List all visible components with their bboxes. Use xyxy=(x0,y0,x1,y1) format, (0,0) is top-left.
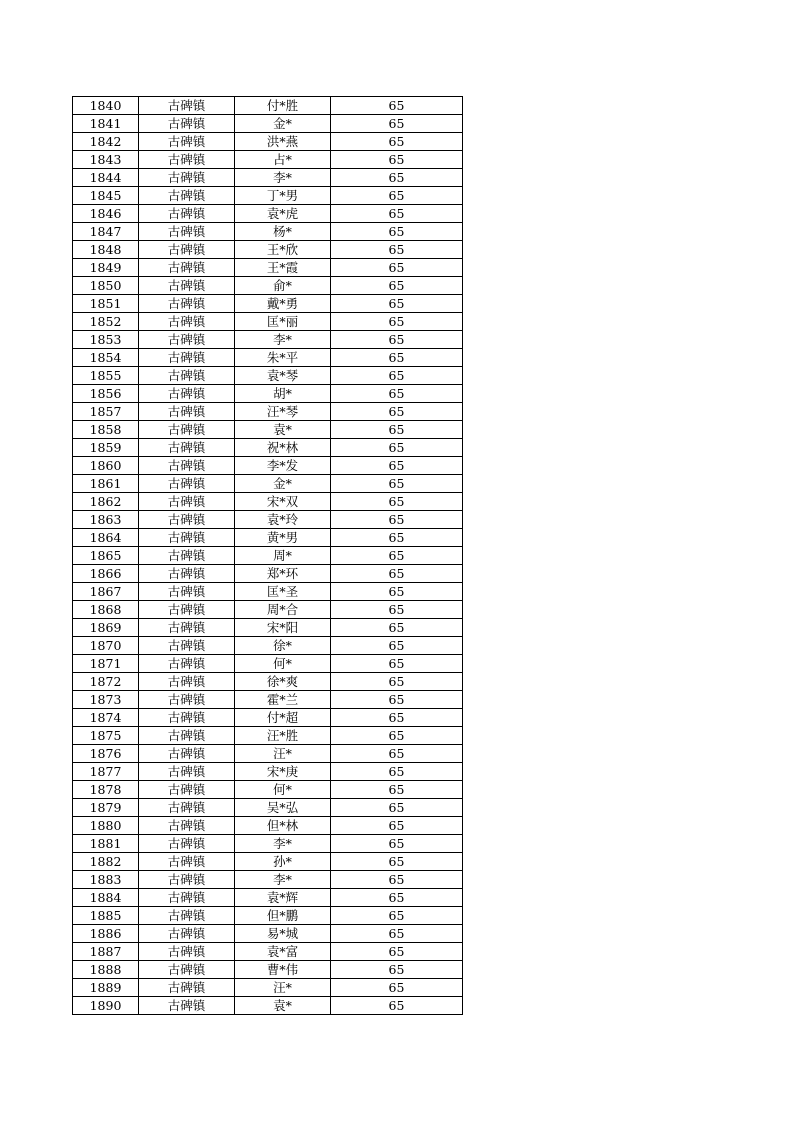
table-body xyxy=(73,97,463,1015)
row-number-cell: 1845 xyxy=(73,187,139,205)
row-number-cell: 1867 xyxy=(73,583,139,601)
town-cell: 古碑镇 xyxy=(139,511,235,529)
row-number-cell: 1868 xyxy=(73,601,139,619)
town-cell: 古碑镇 xyxy=(139,745,235,763)
town-cell: 古碑镇 xyxy=(139,709,235,727)
town-cell: 古碑镇 xyxy=(139,547,235,565)
row-number-cell: 1883 xyxy=(73,871,139,889)
row-number-cell: 1887 xyxy=(73,943,139,961)
town-cell: 古碑镇 xyxy=(139,601,235,619)
amount-cell: 65 xyxy=(331,241,463,259)
town-cell: 古碑镇 xyxy=(139,349,235,367)
amount-cell: 65 xyxy=(331,925,463,943)
table-row xyxy=(73,547,463,565)
town-cell: 古碑镇 xyxy=(139,979,235,997)
amount-cell: 65 xyxy=(331,439,463,457)
town-cell: 古碑镇 xyxy=(139,691,235,709)
amount-cell: 65 xyxy=(331,493,463,511)
table-row xyxy=(73,169,463,187)
table-row xyxy=(73,205,463,223)
town-cell: 古碑镇 xyxy=(139,295,235,313)
row-number-cell: 1886 xyxy=(73,925,139,943)
row-number-cell: 1841 xyxy=(73,115,139,133)
name-cell: 周*合 xyxy=(235,601,331,619)
row-number-cell: 1842 xyxy=(73,133,139,151)
row-number-cell: 1870 xyxy=(73,637,139,655)
table-row xyxy=(73,979,463,997)
name-cell: 李*发 xyxy=(235,457,331,475)
amount-cell: 65 xyxy=(331,205,463,223)
town-cell: 古碑镇 xyxy=(139,997,235,1015)
table-row xyxy=(73,925,463,943)
town-cell: 古碑镇 xyxy=(139,331,235,349)
town-cell: 古碑镇 xyxy=(139,943,235,961)
table-row xyxy=(73,277,463,295)
town-cell: 古碑镇 xyxy=(139,277,235,295)
row-number-cell: 1853 xyxy=(73,331,139,349)
row-number-cell: 1866 xyxy=(73,565,139,583)
table-row xyxy=(73,457,463,475)
row-number-cell: 1848 xyxy=(73,241,139,259)
table-row xyxy=(73,709,463,727)
town-cell: 古碑镇 xyxy=(139,799,235,817)
row-number-cell: 1875 xyxy=(73,727,139,745)
table-row xyxy=(73,997,463,1015)
name-cell: 占* xyxy=(235,151,331,169)
town-cell: 古碑镇 xyxy=(139,907,235,925)
table-row xyxy=(73,565,463,583)
name-cell: 孙* xyxy=(235,853,331,871)
row-number-cell: 1882 xyxy=(73,853,139,871)
row-number-cell: 1840 xyxy=(73,97,139,115)
amount-cell: 65 xyxy=(331,511,463,529)
row-number-cell: 1876 xyxy=(73,745,139,763)
row-number-cell: 1881 xyxy=(73,835,139,853)
name-cell: 朱*平 xyxy=(235,349,331,367)
table-row xyxy=(73,313,463,331)
name-cell: 付*超 xyxy=(235,709,331,727)
town-cell: 古碑镇 xyxy=(139,259,235,277)
name-cell: 袁* xyxy=(235,997,331,1015)
table-row xyxy=(73,673,463,691)
amount-cell: 65 xyxy=(331,817,463,835)
amount-cell: 65 xyxy=(331,853,463,871)
table-row xyxy=(73,745,463,763)
name-cell: 黄*男 xyxy=(235,529,331,547)
amount-cell: 65 xyxy=(331,187,463,205)
amount-cell: 65 xyxy=(331,403,463,421)
row-number-cell: 1873 xyxy=(73,691,139,709)
amount-cell: 65 xyxy=(331,313,463,331)
table-row xyxy=(73,781,463,799)
table-row xyxy=(73,439,463,457)
name-cell: 易*城 xyxy=(235,925,331,943)
table-row xyxy=(73,367,463,385)
table-row xyxy=(73,889,463,907)
amount-cell: 65 xyxy=(331,367,463,385)
row-number-cell: 1855 xyxy=(73,367,139,385)
name-cell: 何* xyxy=(235,655,331,673)
amount-cell: 65 xyxy=(331,907,463,925)
town-cell: 古碑镇 xyxy=(139,421,235,439)
table-row xyxy=(73,493,463,511)
name-cell: 但*林 xyxy=(235,817,331,835)
table-row xyxy=(73,241,463,259)
name-cell: 袁* xyxy=(235,421,331,439)
name-cell: 丁*男 xyxy=(235,187,331,205)
amount-cell: 65 xyxy=(331,619,463,637)
town-cell: 古碑镇 xyxy=(139,583,235,601)
table-row xyxy=(73,511,463,529)
name-cell: 胡* xyxy=(235,385,331,403)
name-cell: 李* xyxy=(235,169,331,187)
town-cell: 古碑镇 xyxy=(139,619,235,637)
town-cell: 古碑镇 xyxy=(139,439,235,457)
row-number-cell: 1880 xyxy=(73,817,139,835)
row-number-cell: 1846 xyxy=(73,205,139,223)
name-cell: 郑*环 xyxy=(235,565,331,583)
name-cell: 宋*阳 xyxy=(235,619,331,637)
row-number-cell: 1863 xyxy=(73,511,139,529)
amount-cell: 65 xyxy=(331,223,463,241)
name-cell: 宋*双 xyxy=(235,493,331,511)
town-cell: 古碑镇 xyxy=(139,133,235,151)
name-cell: 周* xyxy=(235,547,331,565)
amount-cell: 65 xyxy=(331,277,463,295)
row-number-cell: 1874 xyxy=(73,709,139,727)
row-number-cell: 1869 xyxy=(73,619,139,637)
amount-cell: 65 xyxy=(331,727,463,745)
table-row xyxy=(73,331,463,349)
row-number-cell: 1884 xyxy=(73,889,139,907)
amount-cell: 65 xyxy=(331,151,463,169)
amount-cell: 65 xyxy=(331,655,463,673)
amount-cell: 65 xyxy=(331,259,463,277)
amount-cell: 65 xyxy=(331,583,463,601)
table-row xyxy=(73,619,463,637)
table-row xyxy=(73,115,463,133)
table-row xyxy=(73,961,463,979)
amount-cell: 65 xyxy=(331,763,463,781)
amount-cell: 65 xyxy=(331,97,463,115)
town-cell: 古碑镇 xyxy=(139,151,235,169)
table-row xyxy=(73,385,463,403)
amount-cell: 65 xyxy=(331,799,463,817)
table-row xyxy=(73,97,463,115)
table-row xyxy=(73,583,463,601)
row-number-cell: 1854 xyxy=(73,349,139,367)
table-row xyxy=(73,187,463,205)
table-row xyxy=(73,691,463,709)
table-row xyxy=(73,853,463,871)
amount-cell: 65 xyxy=(331,709,463,727)
table-row xyxy=(73,817,463,835)
amount-cell: 65 xyxy=(331,961,463,979)
amount-cell: 65 xyxy=(331,565,463,583)
table-row xyxy=(73,943,463,961)
table-row xyxy=(73,655,463,673)
amount-cell: 65 xyxy=(331,529,463,547)
amount-cell: 65 xyxy=(331,547,463,565)
town-cell: 古碑镇 xyxy=(139,97,235,115)
town-cell: 古碑镇 xyxy=(139,223,235,241)
town-cell: 古碑镇 xyxy=(139,367,235,385)
name-cell: 李* xyxy=(235,331,331,349)
town-cell: 古碑镇 xyxy=(139,925,235,943)
row-number-cell: 1857 xyxy=(73,403,139,421)
row-number-cell: 1843 xyxy=(73,151,139,169)
name-cell: 俞* xyxy=(235,277,331,295)
name-cell: 汪*琴 xyxy=(235,403,331,421)
name-cell: 袁*虎 xyxy=(235,205,331,223)
amount-cell: 65 xyxy=(331,331,463,349)
row-number-cell: 1861 xyxy=(73,475,139,493)
town-cell: 古碑镇 xyxy=(139,313,235,331)
name-cell: 徐* xyxy=(235,637,331,655)
amount-cell: 65 xyxy=(331,475,463,493)
amount-cell: 65 xyxy=(331,421,463,439)
row-number-cell: 1862 xyxy=(73,493,139,511)
data-table xyxy=(72,96,463,1015)
amount-cell: 65 xyxy=(331,133,463,151)
row-number-cell: 1888 xyxy=(73,961,139,979)
row-number-cell: 1859 xyxy=(73,439,139,457)
name-cell: 袁*琴 xyxy=(235,367,331,385)
row-number-cell: 1889 xyxy=(73,979,139,997)
town-cell: 古碑镇 xyxy=(139,457,235,475)
town-cell: 古碑镇 xyxy=(139,385,235,403)
name-cell: 曹*伟 xyxy=(235,961,331,979)
town-cell: 古碑镇 xyxy=(139,727,235,745)
town-cell: 古碑镇 xyxy=(139,115,235,133)
table-row xyxy=(73,727,463,745)
row-number-cell: 1851 xyxy=(73,295,139,313)
row-number-cell: 1860 xyxy=(73,457,139,475)
town-cell: 古碑镇 xyxy=(139,403,235,421)
row-number-cell: 1885 xyxy=(73,907,139,925)
amount-cell: 65 xyxy=(331,889,463,907)
row-number-cell: 1858 xyxy=(73,421,139,439)
name-cell: 何* xyxy=(235,781,331,799)
amount-cell: 65 xyxy=(331,979,463,997)
row-number-cell: 1864 xyxy=(73,529,139,547)
town-cell: 古碑镇 xyxy=(139,835,235,853)
name-cell: 袁*富 xyxy=(235,943,331,961)
name-cell: 宋*庚 xyxy=(235,763,331,781)
table-row xyxy=(73,871,463,889)
table-row xyxy=(73,799,463,817)
name-cell: 洪*燕 xyxy=(235,133,331,151)
amount-cell: 65 xyxy=(331,835,463,853)
table-row xyxy=(73,133,463,151)
row-number-cell: 1852 xyxy=(73,313,139,331)
amount-cell: 65 xyxy=(331,169,463,187)
name-cell: 徐*爽 xyxy=(235,673,331,691)
table-row xyxy=(73,151,463,169)
row-number-cell: 1879 xyxy=(73,799,139,817)
town-cell: 古碑镇 xyxy=(139,205,235,223)
row-number-cell: 1865 xyxy=(73,547,139,565)
amount-cell: 65 xyxy=(331,871,463,889)
name-cell: 杨* xyxy=(235,223,331,241)
amount-cell: 65 xyxy=(331,637,463,655)
town-cell: 古碑镇 xyxy=(139,817,235,835)
amount-cell: 65 xyxy=(331,745,463,763)
row-number-cell: 1872 xyxy=(73,673,139,691)
town-cell: 古碑镇 xyxy=(139,889,235,907)
town-cell: 古碑镇 xyxy=(139,475,235,493)
name-cell: 金* xyxy=(235,475,331,493)
name-cell: 袁*玲 xyxy=(235,511,331,529)
name-cell: 霍*兰 xyxy=(235,691,331,709)
row-number-cell: 1850 xyxy=(73,277,139,295)
name-cell: 但*鹏 xyxy=(235,907,331,925)
row-number-cell: 1847 xyxy=(73,223,139,241)
town-cell: 古碑镇 xyxy=(139,241,235,259)
name-cell: 金* xyxy=(235,115,331,133)
table-row xyxy=(73,529,463,547)
name-cell: 王*霞 xyxy=(235,259,331,277)
town-cell: 古碑镇 xyxy=(139,871,235,889)
table-row xyxy=(73,601,463,619)
row-number-cell: 1871 xyxy=(73,655,139,673)
name-cell: 匡*丽 xyxy=(235,313,331,331)
table-row xyxy=(73,295,463,313)
amount-cell: 65 xyxy=(331,673,463,691)
table-row xyxy=(73,637,463,655)
row-number-cell: 1856 xyxy=(73,385,139,403)
name-cell: 吴*弘 xyxy=(235,799,331,817)
town-cell: 古碑镇 xyxy=(139,781,235,799)
name-cell: 祝*林 xyxy=(235,439,331,457)
name-cell: 戴*勇 xyxy=(235,295,331,313)
name-cell: 袁*辉 xyxy=(235,889,331,907)
town-cell: 古碑镇 xyxy=(139,529,235,547)
table-row xyxy=(73,259,463,277)
town-cell: 古碑镇 xyxy=(139,853,235,871)
table-row xyxy=(73,907,463,925)
amount-cell: 65 xyxy=(331,691,463,709)
row-number-cell: 1877 xyxy=(73,763,139,781)
town-cell: 古碑镇 xyxy=(139,565,235,583)
name-cell: 汪* xyxy=(235,979,331,997)
town-cell: 古碑镇 xyxy=(139,763,235,781)
amount-cell: 65 xyxy=(331,385,463,403)
table-row xyxy=(73,475,463,493)
table-row xyxy=(73,349,463,367)
row-number-cell: 1890 xyxy=(73,997,139,1015)
town-cell: 古碑镇 xyxy=(139,673,235,691)
name-cell: 李* xyxy=(235,871,331,889)
name-cell: 匡*圣 xyxy=(235,583,331,601)
row-number-cell: 1878 xyxy=(73,781,139,799)
amount-cell: 65 xyxy=(331,457,463,475)
town-cell: 古碑镇 xyxy=(139,169,235,187)
row-number-cell: 1849 xyxy=(73,259,139,277)
amount-cell: 65 xyxy=(331,349,463,367)
name-cell: 王*欣 xyxy=(235,241,331,259)
amount-cell: 65 xyxy=(331,943,463,961)
amount-cell: 65 xyxy=(331,601,463,619)
amount-cell: 65 xyxy=(331,115,463,133)
town-cell: 古碑镇 xyxy=(139,637,235,655)
table-row xyxy=(73,763,463,781)
name-cell: 汪* xyxy=(235,745,331,763)
town-cell: 古碑镇 xyxy=(139,961,235,979)
amount-cell: 65 xyxy=(331,997,463,1015)
town-cell: 古碑镇 xyxy=(139,655,235,673)
amount-cell: 65 xyxy=(331,781,463,799)
name-cell: 李* xyxy=(235,835,331,853)
table-row xyxy=(73,403,463,421)
table-row xyxy=(73,223,463,241)
table-row xyxy=(73,421,463,439)
name-cell: 汪*胜 xyxy=(235,727,331,745)
row-number-cell: 1844 xyxy=(73,169,139,187)
name-cell: 付*胜 xyxy=(235,97,331,115)
amount-cell: 65 xyxy=(331,295,463,313)
table-row xyxy=(73,835,463,853)
town-cell: 古碑镇 xyxy=(139,187,235,205)
town-cell: 古碑镇 xyxy=(139,493,235,511)
